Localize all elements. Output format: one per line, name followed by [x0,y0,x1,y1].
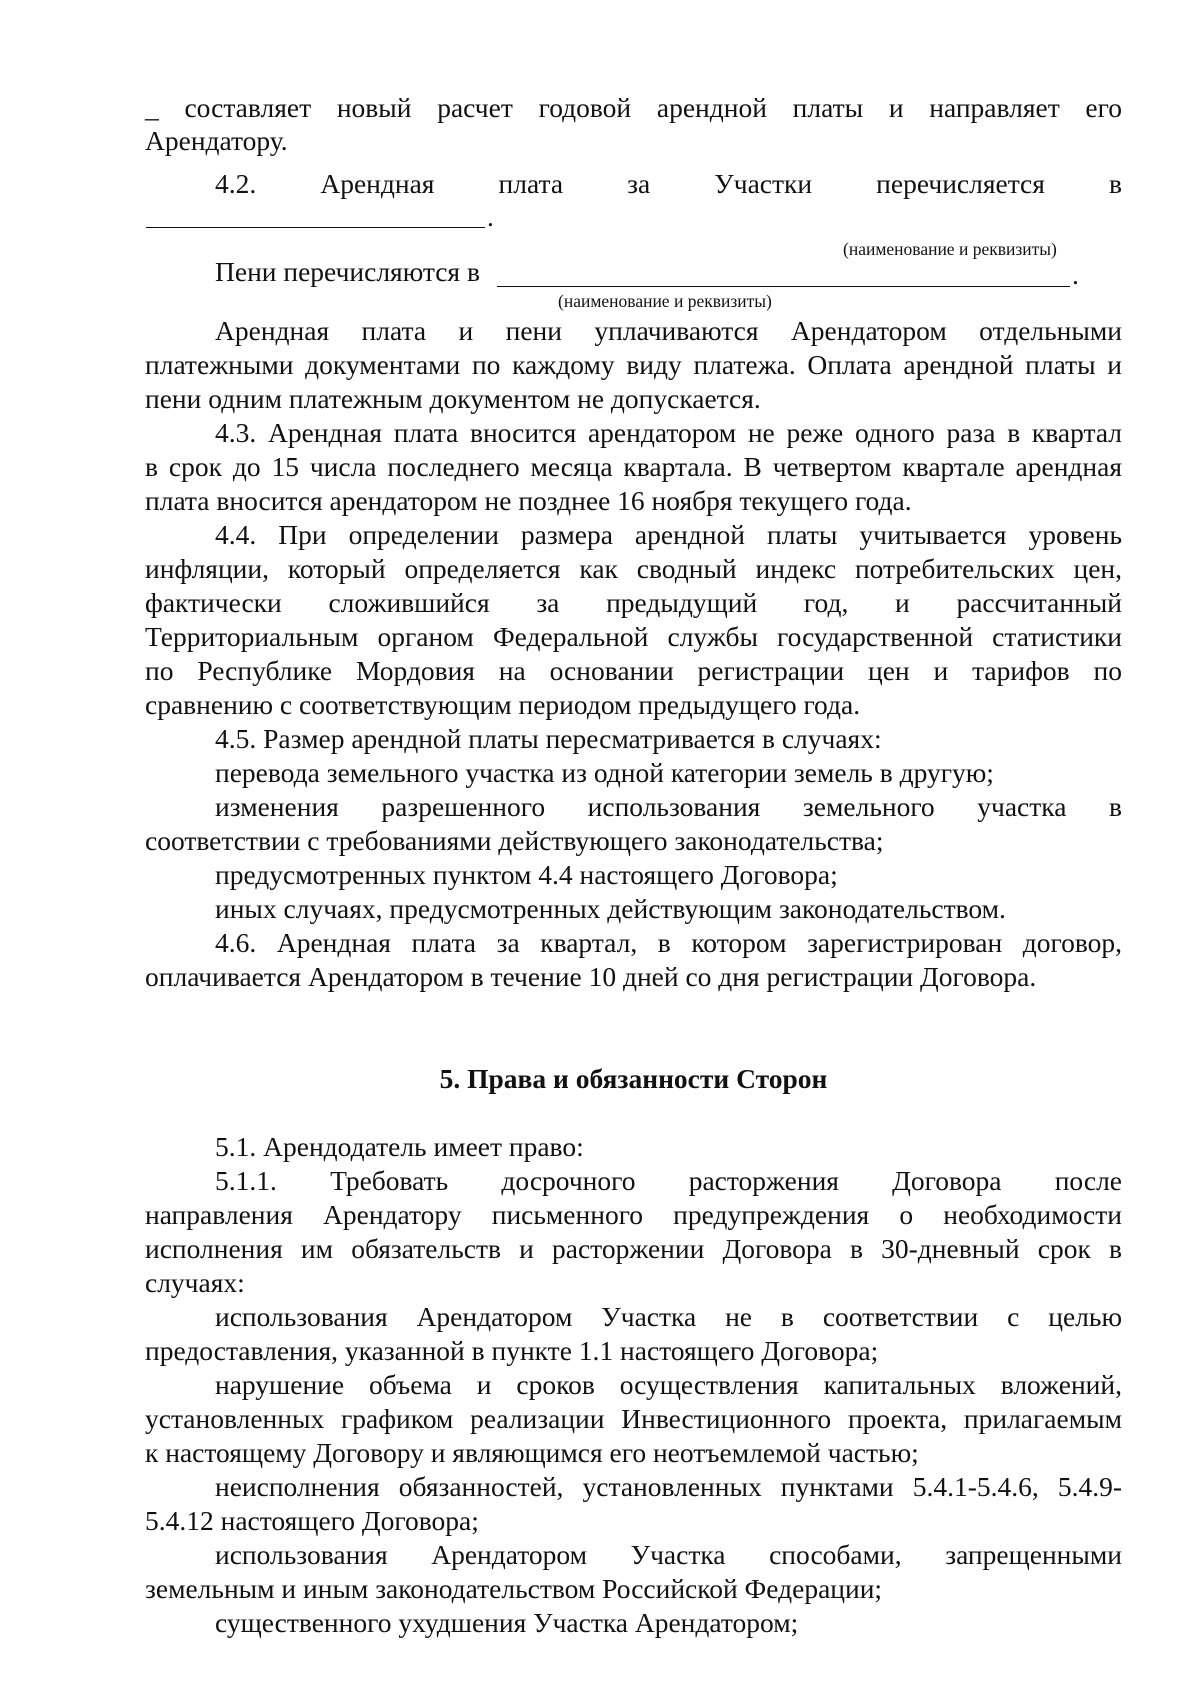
text-line: предоставления, указанной в пункте 1.1 настоящего Договора; [145,1335,879,1366]
text-line: 5.1. Арендодатель имеет право: [215,1131,584,1162]
text-line: 4.5. Размер арендной платы пересматривается в случаях: [215,723,882,754]
text-line: неисполнения обязанностей, установленных пунктами 5.4.1-5.4.6, 5.4.9- [215,1471,1122,1502]
text-line: иных случаях, предусмотренных действующим законодательством. [215,893,1006,924]
text-line: изменения разрешенного использования земельного участка в [215,791,1122,822]
text-line: предусмотренных пунктом 4.4 настоящего Договора; [215,859,838,890]
field-caption: (наименование и реквизиты) [843,239,1057,259]
text-line: платежными документами по каждому виду платежа. Оплата арендной платы и [145,349,1122,380]
text-line: 4.4. При определении размера арендной платы учитывается уровень [215,519,1122,550]
text-line: пени одним платежным документом не допускается. [145,383,761,414]
blank-field-payment-recipient [146,227,485,228]
text-line: фактически сложившийся за предыдущий год, и рассчитанный [145,587,1122,618]
text-line: 4.3. Арендная плата вносится арендатором не реже одного раза в квартал [215,417,1122,448]
text-line: земельным и иным законодательством Российской Федерации; [145,1573,883,1604]
text-line: оплачивается Арендатором в течение 10 дней со дня регистрации Договора. [145,961,1037,992]
text-line: Арендная плата и пени уплачиваются Арендатором отдельными [215,315,1122,346]
blank-field-penalty-recipient [497,286,1070,287]
text-line: существенного ухудшения Участка Арендатором; [215,1607,799,1638]
text-line: соответствии с требованиями действующего законодательства; [145,825,884,856]
text-line: нарушение объема и сроков осуществления капитальных вложений, [215,1369,1122,1400]
text-line: случаях: [145,1267,245,1298]
text-line: инфляции, который определяется как сводный индекс потребительских цен, [145,553,1122,584]
text-period: . [1072,259,1079,290]
text-line: сравнению с соответствующим периодом предыдущего года. [145,689,861,720]
field-caption: (наименование и реквизиты) [558,291,772,311]
text-line: к настоящему Договору и являющимся его неотъемлемой частью; [145,1437,919,1468]
text-line: перевода земельного участка из одной категории земель в другую; [215,757,994,788]
text-line: 5.1.1. Требовать досрочного расторжения Договора после [215,1165,1122,1196]
text-line: по Республике Мордовия на основании регистрации цен и тарифов по [145,655,1122,686]
text-line: исполнения им обязательств и расторжении Договора в 30-дневный срок в [145,1233,1122,1264]
text-line: 5.4.12 настоящего Договора; [145,1505,479,1536]
text-line: плата вносится арендатором не позднее 16 ноября текущего года. [145,485,912,516]
text-period: . [487,201,494,232]
text-line: _ составляет новый расчет годовой арендной платы и направляет его [145,92,1122,123]
text-line: установленных графиком реализации Инвестиционного проекта, прилагаемым [145,1403,1122,1434]
text-line: Пени перечисляются в [215,256,480,287]
text-line: в срок до 15 числа последнего месяца квартала. В четвертом квартале арендная [145,451,1122,482]
text-line: Арендатору. [145,125,288,156]
text-line: использования Арендатором Участка не в соответствии с целью [215,1301,1122,1332]
text-line: Территориальным органом Федеральной службы государственной статистики [145,621,1122,652]
text-line: 4.6. Арендная плата за квартал, в котором зарегистрирован договор, [215,927,1122,958]
text-line: использования Арендатором Участка способами, запрещенными [215,1539,1122,1570]
text-line: 4.2. Арендная плата за Участки перечисляется в [215,168,1122,199]
text-line: направления Арендатору письменного предупреждения о необходимости [145,1199,1122,1230]
section-heading: 5. Права и обязанности Сторон [439,1063,828,1094]
